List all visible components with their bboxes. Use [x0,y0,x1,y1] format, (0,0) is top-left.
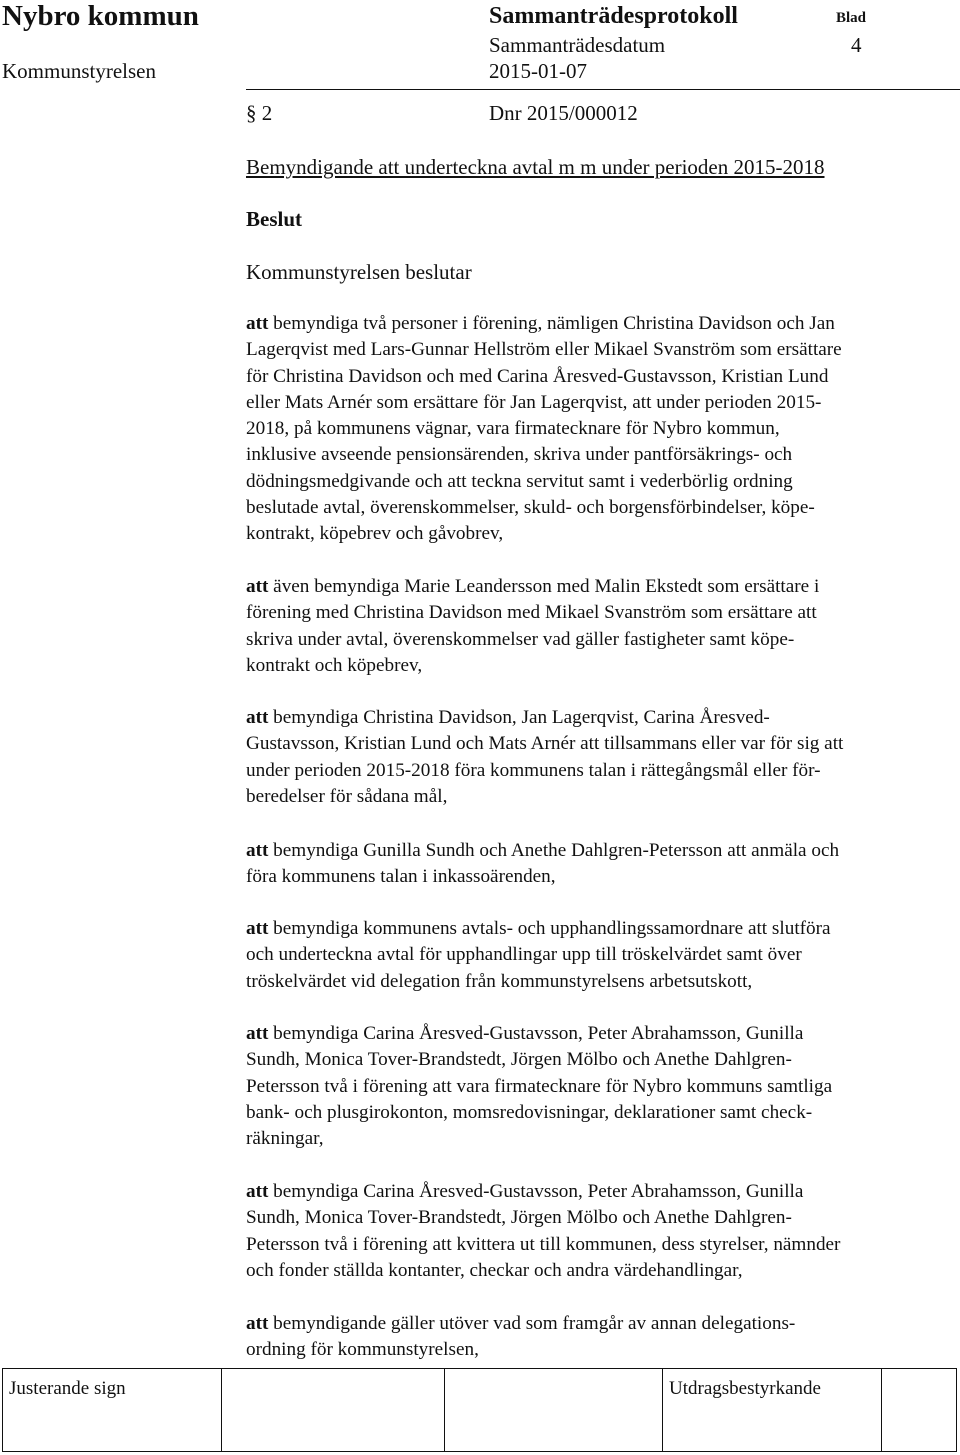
clause-line [246,1021,960,1047]
clause-line [246,758,960,784]
clause-text: eller Mats Arnér som ersättare för Jan Lagerqvist, att under perioden 2015- [246,391,822,413]
meeting-date-label: Sammanträdesdatum [489,33,666,57]
clause-line [246,864,960,890]
clause-line [246,1258,960,1284]
clause-line [246,1311,960,1337]
clause-keyword: att [246,918,269,939]
clause-keyword: att [246,840,269,861]
header-divider [246,89,960,90]
page-label: Blad [836,10,867,26]
clause-line [246,1047,960,1073]
decision-clause [246,1021,960,1152]
clause-line [246,916,960,942]
clause-line [246,364,960,390]
clause-text: Lagerqvist med Lars-Gunnar Hellström eller Mikael Svanström som ersättare [246,339,842,361]
clause-text: även bemyndiga Marie Leandersson med Malin Ekstedt som ersättare i [268,576,820,597]
clause-line [246,731,960,757]
clause-text: Gustavsson, Kristian Lund och Mats Arnér att tillsammans eller var för sig att [246,733,844,755]
page-number: 4 [851,33,862,57]
clause-line [246,521,960,547]
clause-line [246,1179,960,1205]
clause-text: bemyndiga kommunens avtals- och upphandlingssamordnare att slutföra [268,918,831,939]
clause-line [246,784,960,810]
board-name: Kommunstyrelsen [2,59,156,83]
clause-text: tröskelvärdet vid delegation från kommunstyrelsens arbetsutskott, [246,970,753,992]
adjuster-signature-label: Justerande sign [9,1378,126,1399]
decision-clause [246,574,960,679]
clause-line [246,495,960,521]
clause-text: under perioden 2015-2018 föra kommunens talan i rättegångsmål eller för- [246,759,821,781]
clause-line [246,600,960,626]
clause-text: dödningsmedgivande och att teckna servitut samt i vederbörlig ordning [246,470,793,492]
clause-keyword: att [246,313,269,334]
signature-footer [2,1368,957,1452]
clause-line [246,627,960,653]
section-title: Bemyndigande att underteckna avtal m m under perioden 2015-2018 [246,155,825,179]
clause-text: för Christina Davidson och med Carina Åresved-Gustavsson, Kristian Lund [246,365,829,387]
clause-text: bemyndiga två personer i förening, nämligen Christina Davidson och Jan [268,313,835,334]
clause-text: bemyndigande gäller utöver vad som framgår av annan delegations- [268,1313,796,1334]
decision-clause [246,705,960,810]
clause-keyword: att [246,1181,269,1202]
clause-line [246,1074,960,1100]
decision-clause [246,838,960,891]
clause-line [246,942,960,968]
clause-text: beredelser för sådana mål, [246,785,448,807]
clause-text: räkningar, [246,1128,324,1150]
municipality-name: Nybro kommun [2,0,199,32]
clause-text: kontrakt, köpebrev och gåvobrev, [246,523,504,545]
clause-line [246,1100,960,1126]
clause-line [246,705,960,731]
clause-line [246,838,960,864]
paragraph-number: § 2 [246,101,273,125]
clause-text: inklusive avseende pensionsärenden, skriva under pantförsäkrings- och [246,444,793,466]
clause-text: bemyndiga Carina Åresved-Gustavsson, Peter Abrahamsson, Gunilla [268,1023,804,1044]
protocol-title: Sammanträdesprotokoll [489,3,738,29]
clause-line [246,311,960,337]
clause-text: kontrakt och köpebrev, [246,654,423,676]
decision-clause [246,311,960,548]
clause-text: bank- och plusgirokonton, momsredovisningar, deklarationer samt check- [246,1101,813,1123]
clause-line [246,1232,960,1258]
clause-text: Petersson två i förening att vara firmatecknare för Nybro kommuns samtliga [246,1075,833,1097]
clause-line [246,574,960,600]
decision-clause [246,916,960,995]
meeting-date: 2015-01-07 [489,59,587,83]
footer-divider [221,1369,222,1451]
decision-heading: Beslut [246,207,303,231]
footer-divider [881,1369,882,1451]
diary-number: Dnr 2015/000012 [489,101,638,125]
clause-keyword: att [246,576,269,597]
decision-intro: Kommunstyrelsen beslutar [246,260,472,284]
clause-text: föra kommunens talan i inkassoärenden, [246,866,556,888]
footer-divider [662,1369,663,1451]
clause-line [246,416,960,442]
clause-text: förening med Christina Davidson med Mikael Svanström som ersättare att [246,602,817,624]
decision-clause [246,1311,960,1364]
clause-keyword: att [246,1023,269,1044]
clause-text: bemyndiga Gunilla Sundh och Anethe Dahlgren-Petersson att anmäla och [268,840,840,861]
decision-clause [246,1179,960,1284]
clause-text: bemyndiga Carina Åresved-Gustavsson, Peter Abrahamsson, Gunilla [268,1181,804,1202]
clause-text: beslutade avtal, överenskommelser, skuld- och borgensförbindelser, köpe- [246,497,815,519]
clause-text: bemyndiga Christina Davidson, Jan Lagerqvist, Carina Åresved- [268,707,770,728]
clause-text: och fonder ställda kontanter, checkar och andra värdehandlingar, [246,1259,743,1281]
clause-text: skriva under avtal, överenskommelser vad gäller fastigheter samt köpe- [246,628,795,650]
clause-line [246,1337,960,1363]
clause-line [246,469,960,495]
clause-text: Sundh, Monica Tover-Brandstedt, Jörgen Mölbo och Anethe Dahlgren- [246,1207,792,1229]
clause-line [246,442,960,468]
clause-text: Petersson två i förening att kvittera ut till kommunen, dess styrelser, nämnder [246,1233,841,1255]
clause-keyword: att [246,707,269,728]
clause-line [246,1126,960,1152]
footer-divider [444,1369,445,1451]
clause-text: Sundh, Monica Tover-Brandstedt, Jörgen Mölbo och Anethe Dahlgren- [246,1049,792,1071]
clause-line [246,1205,960,1231]
clause-text: ordning för kommunstyrelsen, [246,1339,479,1361]
extract-certification-label: Utdragsbestyrkande [669,1378,821,1399]
clause-line [246,390,960,416]
clause-line [246,969,960,995]
clause-text: 2018, på kommunens vägnar, vara firmatecknare för Nybro kommun, [246,418,780,440]
clause-keyword: att [246,1313,269,1334]
clause-text: och underteckna avtal för upphandlingar upp till tröskelvärdet samt över [246,944,802,966]
clause-line [246,337,960,363]
clause-line [246,653,960,679]
